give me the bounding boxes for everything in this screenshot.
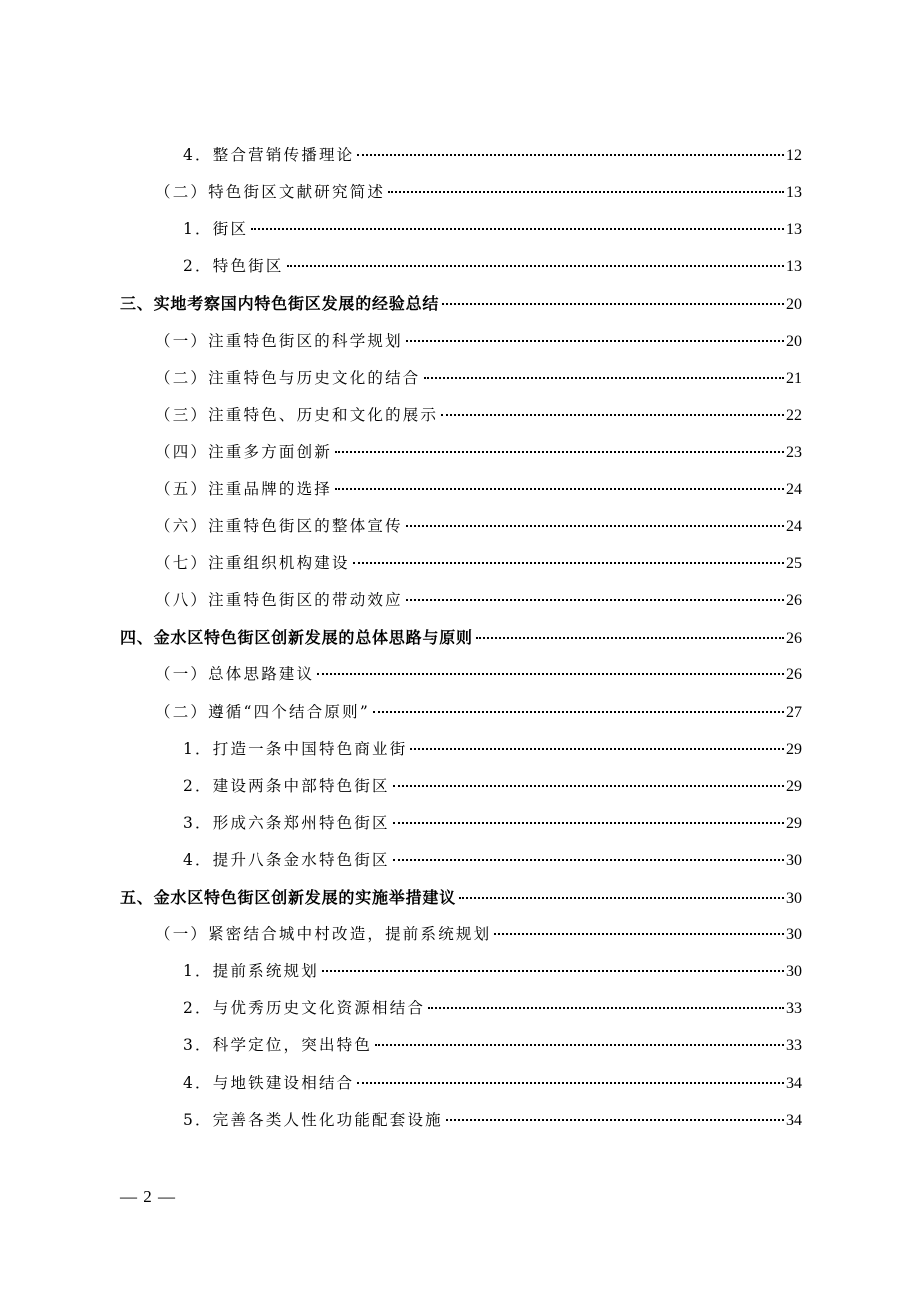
toc-entry-page: 33: [786, 1000, 802, 1018]
toc-dot-leader: [410, 747, 784, 750]
toc-entry-label: （七）注重组织机构建设: [155, 554, 350, 573]
toc-entry-label: 5．完善各类人性化功能配套设施: [183, 1110, 443, 1129]
toc-dot-leader: [393, 858, 784, 861]
toc-entry: [155, 694, 802, 731]
toc-entry-label: 1．打造一条中国特色商业街: [183, 739, 408, 758]
toc-entry: [155, 360, 802, 397]
toc-entry-label: （四）注重多方面创新: [155, 442, 333, 461]
toc-dot-leader: [357, 1081, 784, 1084]
page-number: — 2 —: [120, 1187, 176, 1206]
toc-entry: [183, 1027, 802, 1064]
toc-entry-page: 30: [786, 890, 802, 907]
toc-entry-page: 25: [786, 555, 802, 573]
toc-entry-label: （一）紧密结合城中村改造，提前系统规划: [155, 925, 492, 944]
toc-entry-label: 4．整合营销传播理论: [183, 146, 355, 164]
toc-dot-leader: [476, 636, 784, 639]
toc-entry: [155, 397, 802, 434]
toc-entry-page: 22: [786, 406, 802, 424]
toc-dot-leader: [393, 821, 784, 824]
toc-entry-label: 五、金水区特色街区创新发展的实施举措建议: [120, 888, 457, 907]
toc-entry-label: （二）特色街区文献研究简述: [155, 183, 386, 202]
toc-entry-label: （二）遵循“四个结合原则”: [155, 702, 370, 721]
toc-entry-label: （三）注重特色、历史和文化的展示: [155, 405, 439, 424]
toc-entry-page: 26: [786, 592, 802, 610]
toc-entry: [155, 656, 802, 693]
toc-dot-leader: [459, 896, 784, 899]
toc-entry-label: 2．与优秀历史文化资源相结合: [183, 999, 426, 1018]
toc-entry-label: 2．建设两条中部特色街区: [183, 776, 390, 795]
toc-entry-label: 四、金水区特色街区创新发展的总体思路与原则: [120, 628, 473, 648]
toc-entry-page: 23: [786, 443, 802, 461]
toc-entry: [155, 916, 802, 953]
toc-dot-leader: [357, 153, 784, 156]
toc-entry-page: 13: [786, 221, 802, 239]
toc-entry-label: 1．街区: [183, 220, 249, 239]
toc-dot-leader: [406, 598, 784, 601]
toc-entry-page: 29: [786, 814, 802, 832]
toc-entry-label: （八）注重特色街区的带动效应: [155, 591, 403, 610]
toc-entry-page: 33: [786, 1037, 802, 1055]
toc-entry: [155, 323, 802, 360]
toc-entry: [183, 953, 802, 990]
toc-entry-page: 13: [786, 258, 802, 276]
toc-dot-leader: [406, 524, 784, 527]
toc-entry-page: 13: [786, 184, 802, 202]
toc-dot-leader: [375, 1043, 784, 1046]
toc-dot-leader: [353, 561, 784, 564]
toc-entry-label: 三、实地考察国内特色街区发展的经验总结: [120, 294, 440, 314]
toc-entry: [183, 842, 802, 879]
toc-entry: [183, 731, 802, 768]
toc-entry-label: 3．科学定位，突出特色: [183, 1036, 373, 1055]
toc-dot-leader: [335, 450, 784, 453]
toc-entry-label: 4．与地铁建设相结合: [183, 1073, 355, 1092]
toc-entry-page: 21: [786, 369, 802, 387]
toc-entry: [155, 582, 802, 619]
toc-entry: [183, 248, 802, 285]
toc-entry-page: 29: [786, 777, 802, 795]
toc-dot-leader: [322, 969, 784, 972]
toc-entry-page: 30: [786, 851, 802, 869]
toc-dot-leader: [494, 932, 784, 935]
toc-dot-leader: [251, 227, 784, 230]
toc-dot-leader: [393, 784, 784, 787]
toc-entry: [120, 285, 802, 322]
toc-entry: [120, 619, 802, 656]
toc-entry-label: 4．提升八条金水特色街区: [183, 850, 390, 869]
toc-entry-page: 26: [786, 630, 802, 648]
toc-dot-leader: [317, 672, 784, 675]
toc-dot-leader: [441, 413, 784, 416]
toc-entry: [183, 1065, 802, 1102]
toc-entry-page: 34: [786, 1111, 802, 1129]
toc-entry-page: 12: [786, 147, 802, 164]
toc-entry-page: 24: [786, 518, 802, 535]
toc-entry-page: 29: [786, 740, 802, 758]
toc-dot-leader: [335, 487, 784, 490]
toc-dot-leader: [428, 1006, 784, 1009]
toc-entry-page: 30: [786, 963, 802, 981]
toc-entry: [155, 545, 802, 582]
toc-entry-page: 26: [786, 666, 802, 684]
toc-entry-label: （五）注重品牌的选择: [155, 479, 333, 498]
toc-entry-label: 3．形成六条郑州特色街区: [183, 813, 390, 832]
toc-entry: [183, 211, 802, 248]
toc-entry: [155, 471, 802, 508]
toc-entry: [183, 805, 802, 842]
toc-entry: [155, 434, 802, 471]
toc-entry: [120, 879, 802, 916]
toc-dot-leader: [388, 190, 784, 193]
toc-entry-page: 30: [786, 926, 802, 944]
toc-entry: [155, 174, 802, 211]
toc-entry-label: 2．特色街区: [183, 257, 284, 276]
toc-entry: [183, 1102, 802, 1139]
toc-entry-page: 34: [786, 1074, 802, 1092]
toc-dot-leader: [424, 376, 784, 379]
toc-entry-page: 24: [786, 480, 802, 498]
toc-entry: [183, 768, 802, 805]
toc-dot-leader: [446, 1118, 784, 1121]
toc-entry-page: 27: [786, 703, 802, 721]
toc-dot-leader: [287, 264, 784, 267]
toc-dot-leader: [373, 710, 784, 713]
toc-dot-leader: [442, 302, 784, 305]
toc-entry-page: 20: [786, 332, 802, 350]
toc-entry: [183, 137, 802, 174]
toc-entry-label: （一）总体思路建议: [155, 665, 315, 684]
toc-entry-label: （六）注重特色街区的整体宣传: [155, 517, 403, 535]
toc-entry-label: 1．提前系统规划: [183, 962, 319, 981]
toc-entry: [183, 990, 802, 1027]
toc-entry-label: （二）注重特色与历史文化的结合: [155, 368, 421, 387]
toc-entry: [155, 508, 802, 545]
toc-entry-label: （一）注重特色街区的科学规划: [155, 331, 403, 350]
toc-dot-leader: [406, 339, 784, 342]
toc-entry-page: 20: [786, 296, 802, 314]
